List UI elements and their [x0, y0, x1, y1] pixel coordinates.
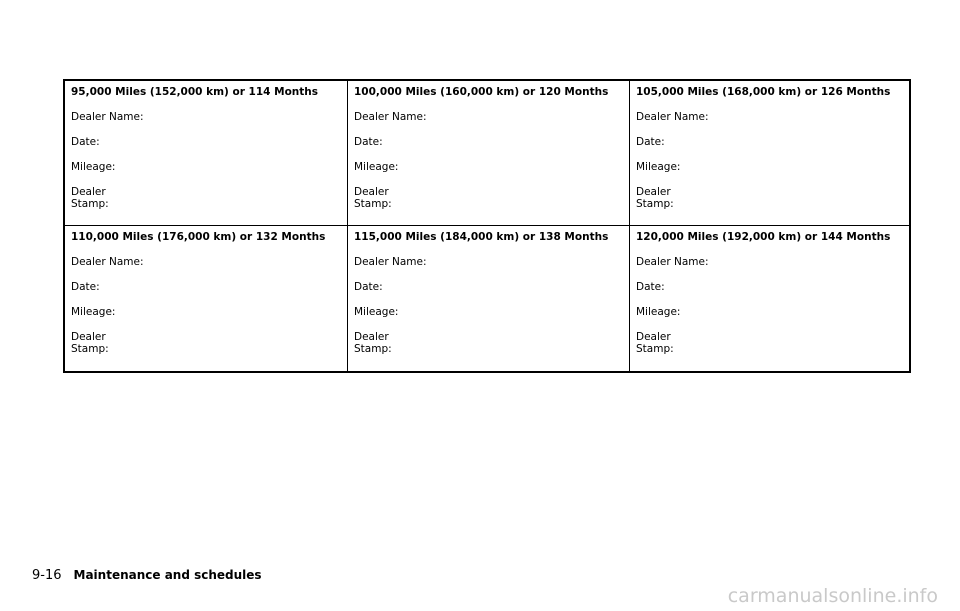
dealer-name-label: Dealer Name: — [71, 111, 144, 123]
maintenance-record-table — [63, 79, 911, 373]
service-interval: 115,000 Miles (184,000 km) or 138 Months — [354, 231, 609, 243]
service-interval: 100,000 Miles (160,000 km) or 120 Months — [354, 86, 609, 98]
service-interval: 95,000 Miles (152,000 km) or 114 Months — [71, 86, 319, 98]
dealer-name-label: Dealer Name: — [71, 256, 144, 268]
table-cell — [65, 81, 348, 226]
service-interval: 120,000 Miles (192,000 km) or 144 Months — [636, 231, 891, 243]
dealer-stamp-label: Dealer Stamp: — [636, 331, 674, 355]
mileage-label: Mileage: — [71, 161, 116, 173]
mileage-label: Mileage: — [636, 161, 681, 173]
dealer-name-label: Dealer Name: — [354, 256, 427, 268]
table-cell — [65, 226, 348, 371]
date-label: Date: — [71, 281, 100, 293]
table-cell — [630, 81, 909, 226]
mileage-label: Mileage: — [354, 161, 399, 173]
date-label: Date: — [636, 281, 665, 293]
dealer-stamp-label: Dealer Stamp: — [636, 186, 674, 210]
dealer-stamp-label: Dealer Stamp: — [354, 331, 392, 355]
dealer-stamp-label: Dealer Stamp: — [354, 186, 392, 210]
dealer-stamp-label: Dealer Stamp: — [71, 331, 109, 355]
service-interval: 110,000 Miles (176,000 km) or 132 Months — [71, 231, 326, 243]
dealer-name-label: Dealer Name: — [636, 111, 709, 123]
page-number: 9-16 — [32, 568, 62, 583]
dealer-name-label: Dealer Name: — [354, 111, 427, 123]
mileage-label: Mileage: — [354, 306, 399, 318]
service-interval: 105,000 Miles (168,000 km) or 126 Months — [636, 86, 891, 98]
dealer-name-label: Dealer Name: — [636, 256, 709, 268]
dealer-stamp-label: Dealer Stamp: — [71, 186, 109, 210]
page-footer — [32, 568, 262, 583]
date-label: Date: — [354, 136, 383, 148]
table-cell — [348, 226, 630, 371]
table-cell — [348, 81, 630, 226]
table-cell — [630, 226, 909, 371]
date-label: Date: — [354, 281, 383, 293]
date-label: Date: — [636, 136, 665, 148]
mileage-label: Mileage: — [71, 306, 116, 318]
mileage-label: Mileage: — [636, 306, 681, 318]
watermark: carmanualsonline.info — [727, 585, 938, 607]
date-label: Date: — [71, 136, 100, 148]
section-title: Maintenance and schedules — [73, 568, 262, 582]
